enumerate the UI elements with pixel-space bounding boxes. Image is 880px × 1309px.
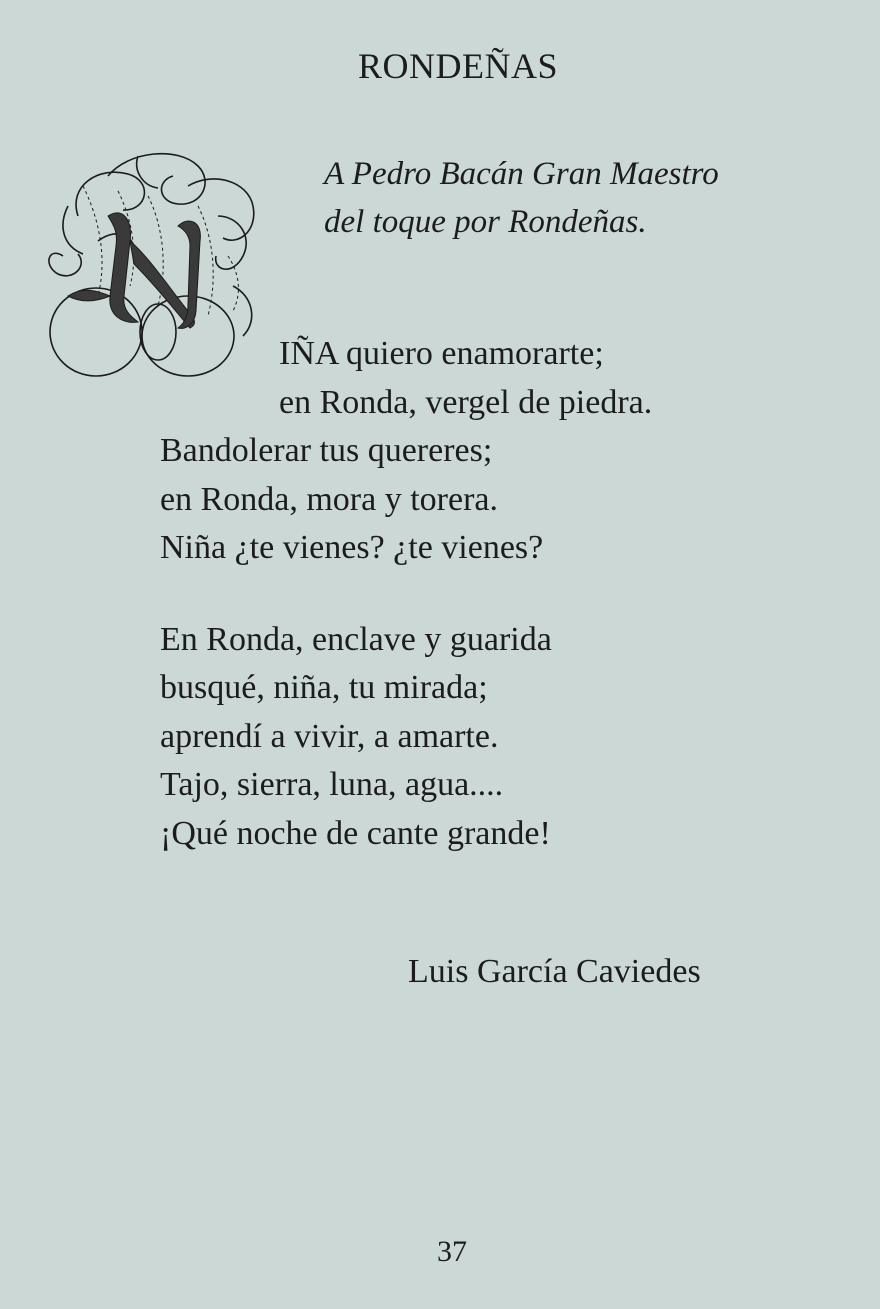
poem-line: ¡Qué noche de cante grande! [160,814,551,852]
poem-line: Tajo, sierra, luna, agua.... [160,766,504,803]
poem-line: aprendí a vivir, a amarte. [160,717,499,755]
poem-body [160,330,652,858]
dedication-line: A Pedro Bacán Gran Maestro [324,156,719,192]
page-number: 37 [437,1235,467,1268]
poem-line: en Ronda, mora y torera. [160,480,498,518]
dedication [324,150,719,246]
poem-line: Bandolerar tus quereres; [160,432,493,469]
author-signature: Luis García Caviedes [408,953,701,990]
stanza-break [160,573,652,616]
poem-line: Niña ¿te vienes? ¿te vienes? [160,529,544,566]
poem-line: busqué, niña, tu mirada; [160,669,488,706]
poem-line: en Ronda, vergel de piedra. [279,383,653,421]
poem-title: RONDEÑAS [357,46,558,86]
dedication-line: del toque por Rondeñas. [324,204,647,240]
poem-line: IÑA quiero enamorarte; [279,335,604,372]
poem-line: En Ronda, enclave y guarida [160,620,552,658]
